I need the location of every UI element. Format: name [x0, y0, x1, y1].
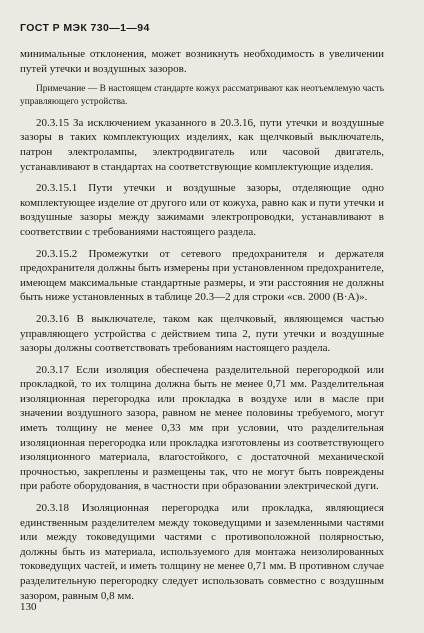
paragraph-20-3-15-1: 20.3.15.1 Пути утечки и воздушные зазоры, отделяющие одно комплектующее изделие от другого или от кожуха, равно как и пути утечки и воздушные зазоры между зажимами электропроводки, устанавливают в соответствии с требованиями настоящего раздела.	[20, 182, 384, 238]
paragraph-20-3-17: 20.3.17 Если изоляция обеспечена разделительной перегородкой или прокладкой, то их толщина должна быть не менее 0,71 мм. Разделительная изоляционная перегородка или прокладка в воздухе или в масле при значении воздушного зазора, равном не менее половины требуемого, могут иметь толщину не менее 0,33 мм при условии, что разделительная изоляционная перегородка или прокладка изготовлены из соответствующего изоляционного материала, влагостойкого, с достаточной механической прочностью, закреплены и размещены так, что не могут быть повреждены при работе оборудования, в частности при образовании электрической дуги.	[20, 363, 384, 493]
paragraph-20-3-18: 20.3.18 Изоляционная перегородка или прокладка, являющиеся единственным разделителем между токоведущими и заземленными частями или между токоведущими частями с противоположной полярностью, должны быть из материала, используемого для монтажа неизолированных токоведущих частей, и иметь толщину не менее 0,71 мм. В противном случае разделительную перегородку следует использовать совместно с воздушным зазором, равным 0,8 мм.	[20, 502, 384, 602]
paragraph-20-3-15: 20.3.15 За исключением указанного в 20.3.16, пути утечки и воздушные зазоры в таких комплектующих изделиях, как щелчковый выключатель, патрон электролампы, электродвигатель или часовой двигатель, устанавливают в стандартах на соответствующие комплектующие изделия.	[20, 116, 384, 173]
paragraph-20-3-16: 20.3.16 В выключателе, таком как щелчковый, являющемся частью управляющего устройства с действием типа 2, пути утечки и воздушные зазоры должны соответствовать требованиям настоящего раздела.	[20, 312, 384, 355]
page-number: 130	[20, 601, 37, 613]
document-header: ГОСТ Р МЭК 730—1—94	[20, 22, 150, 34]
paragraph-continuation: минимальные отклонения, может возникнуть необходимость в увеличении путей утечки и воздушных зазоров.	[20, 48, 384, 75]
paragraph-20-3-15-2: 20.3.15.2 Промежутки от сетевого предохранителя и держателя предохранителя должны быть измерены при установленном предохранителе, имеющем максимальные стандартные размеры, и эти расстояния не должны быть ниже установленных в таблице 20.3—2 для строки «св. 2000 (В·А)».	[20, 247, 384, 304]
note-paragraph: Примечание — В настоящем стандарте кожух рассматривают как неотъемлемую часть управляющего устройства.	[20, 84, 384, 107]
